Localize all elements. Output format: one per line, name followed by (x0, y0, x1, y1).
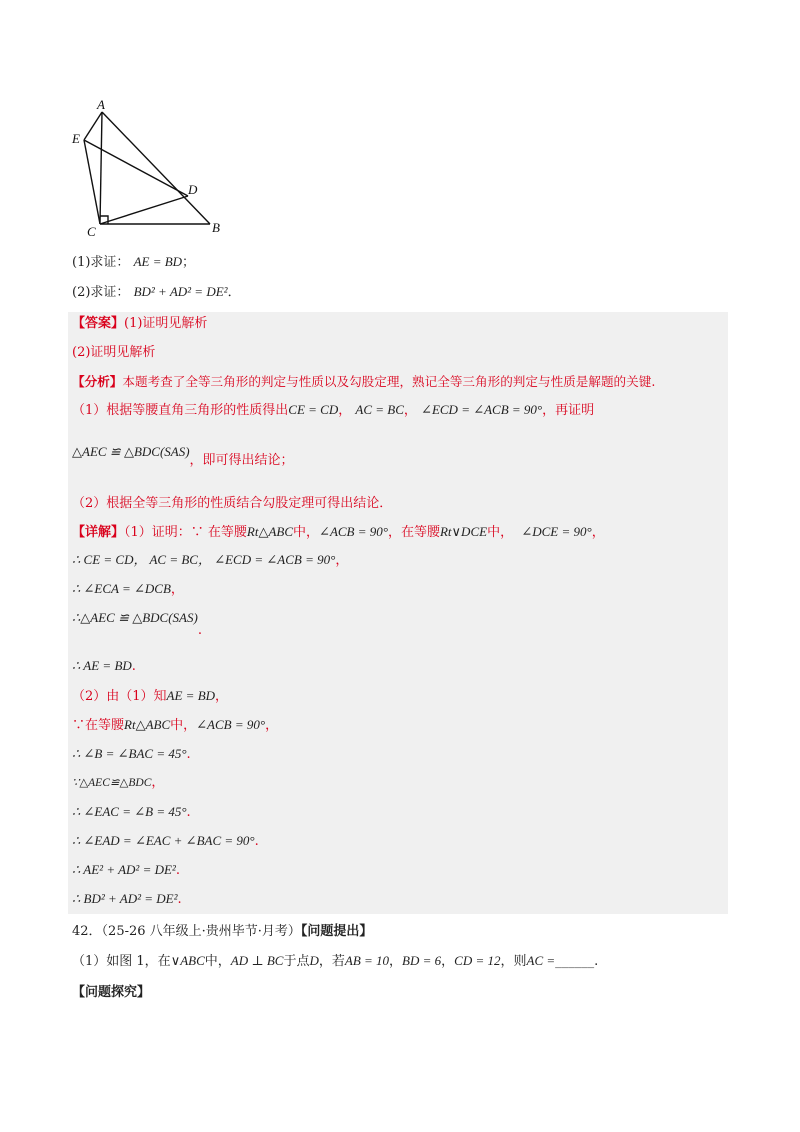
detail-end-10: . (186, 805, 191, 820)
analysis-math-ce-cd: CE = CD (288, 402, 339, 417)
question-42-line-1 (72, 951, 598, 972)
q42-math-5: BD = 6 (402, 953, 442, 968)
analysis-text-1: 本题考查了全等三角形的判定与性质以及勾股定理，熟记全等三角形的判定与性质是解题的关键. (122, 374, 656, 389)
detail-line-2 (72, 550, 348, 571)
detail-line-3 (72, 579, 184, 600)
q42-text-c: 于点 (283, 954, 310, 969)
detail-math-10: ∴ ∠EAC = ∠B = 45° (72, 804, 187, 819)
detail-end-5: . (131, 659, 136, 674)
detail-end-12: . (175, 863, 180, 878)
q42-text-f: ， (441, 954, 455, 969)
detail-math-11: ∴ ∠EAD = ∠EAC + ∠BAC = 90° (72, 833, 255, 848)
question-1-end: ； (182, 255, 196, 270)
analysis-sep-1: ， (338, 403, 352, 418)
detail-end-6: ， (215, 689, 229, 704)
detail-text-7b: 中， (170, 718, 197, 733)
analysis-text-4: （2）根据全等三角形的性质结合勾股定理可得出结论． (72, 496, 393, 511)
question-1 (72, 252, 195, 273)
q42-text-a: （1）如图 1，在 (72, 954, 171, 969)
detail-math-1d: ∠DCE = 90° (521, 524, 592, 539)
detail-line-10 (72, 802, 191, 823)
question-1-math: AE = BD (133, 254, 183, 269)
detail-line-6 (72, 686, 228, 707)
label-b: B (212, 220, 220, 235)
detail-math-8: ∴ ∠B = ∠BAC = 45° (72, 746, 187, 761)
detail-math-7a: Rt△ABC (124, 717, 171, 732)
detail-text-1d: 中， (487, 525, 514, 540)
detail-math-1c: Rt∨DCE (439, 524, 488, 539)
q42-text-b: 中， (204, 954, 231, 969)
detail-text-6: （2）由（1）知 (72, 689, 167, 704)
detail-math-12: ∴ AE² + AD² = DE² (72, 862, 176, 877)
detail-end-7: ， (265, 718, 279, 733)
analysis-math-angles: ∠ECD = ∠ACB = 90° (421, 402, 543, 417)
detail-end-9: ， (151, 775, 165, 790)
detail-line-11 (72, 831, 259, 852)
analysis-line-4 (72, 494, 392, 514)
detail-line-9 (72, 773, 164, 793)
question-2-math: BD² + AD² = DE² (133, 284, 228, 299)
question-42-number: 42．（25-26 八年级上·贵州毕节·月考） (72, 924, 301, 939)
detail-text-7a: ∵在等腰 (72, 718, 125, 733)
q42-math-6: CD = 12 (454, 953, 501, 968)
detail-end-4: . (197, 623, 202, 638)
question-1-text: (1)求证： (72, 255, 130, 270)
question-2-end: ． (227, 285, 241, 300)
q42-math-4: AB = 10 (344, 953, 390, 968)
detail-line-13 (72, 889, 182, 910)
detail-end-3: ， (170, 582, 184, 597)
question-2-text: (2)求证： (72, 285, 130, 300)
detail-math-9: ∵△AEC≌△BDC (72, 777, 152, 789)
question-2 (72, 282, 241, 303)
detail-text-1a: （1）证明：∵ 在等腰 (124, 525, 247, 540)
analysis-text-2a: （1）根据等腰直角三角形的性质得出 (72, 403, 289, 418)
analysis-sep-2: ， (403, 403, 417, 418)
detail-line-5 (72, 656, 136, 677)
segment-ae (84, 112, 102, 140)
label-c: C (87, 224, 96, 239)
detail-math-7b: ∠ACB = 90° (196, 717, 266, 732)
detail-tag: 【详解】 (72, 525, 125, 540)
detail-line-8 (72, 744, 191, 765)
q42-text-g: ，则 (500, 954, 527, 969)
question-42-line-2 (72, 983, 150, 1003)
detail-line-7 (72, 715, 278, 736)
analysis-line-3 (72, 442, 294, 468)
q42-math-1: ∨ABC (170, 953, 205, 968)
detail-text-1b: 中， (293, 525, 320, 540)
detail-text-1e: ， (591, 525, 605, 540)
detail-math-4: ∴△AEC ≌ △BDC(SAS) (72, 610, 198, 625)
label-d: D (188, 182, 198, 197)
answer-line-1 (72, 314, 207, 334)
detail-text-1c: ，在等腰 (387, 525, 440, 540)
q42-math-3: D (309, 953, 319, 968)
detail-math-1b: ∠ACB = 90° (319, 524, 388, 539)
question-42-header (72, 922, 372, 942)
detail-line-4 (72, 608, 202, 638)
analysis-text-3: ，即可得出结论； (189, 453, 294, 468)
question-42-tag: 【问题提出】 (300, 924, 373, 939)
analysis-math-congruence: △AEC ≌ △BDC(SAS) (72, 444, 190, 459)
q42-math-7: AC = (526, 953, 556, 968)
q42-answer-blank: ______ (555, 954, 595, 969)
analysis-tag: 【分析】 (72, 374, 123, 389)
analysis-line-2 (72, 400, 594, 421)
detail-math-5: ∴ AE = BD (72, 658, 132, 673)
segment-ed (84, 140, 188, 196)
detail-end-2: ， (335, 553, 349, 568)
segment-ec (84, 140, 100, 224)
detail-math-3: ∴ ∠ECA = ∠DCB (72, 581, 171, 596)
q42-text-e: ， (389, 954, 403, 969)
q42-math-2: AD ⊥ BC (230, 953, 284, 968)
answer-tag: 【答案】 (72, 316, 125, 331)
detail-end-13: . (177, 892, 182, 907)
analysis-text-2b: ，再证明 (542, 403, 595, 418)
detail-end-8: . (186, 747, 191, 762)
detail-line-1 (72, 522, 605, 543)
q42-text-d: ，若 (318, 954, 345, 969)
detail-line-12 (72, 860, 180, 881)
segment-cd (100, 196, 188, 224)
detail-math-2: ∴ CE = CD， AC = BC， ∠ECD = ∠ACB = 90° (72, 552, 336, 567)
segment-ac (100, 112, 102, 224)
detail-math-6: AE = BD (166, 688, 216, 703)
detail-math-13: ∴ BD² + AD² = DE² (72, 891, 178, 906)
geometry-figure (66, 96, 236, 246)
q42-explore-tag: 【问题探究】 (72, 985, 151, 1000)
detail-end-11: . (254, 834, 259, 849)
analysis-math-ac-bc: AC = BC (355, 402, 404, 417)
label-e: E (72, 131, 80, 146)
answer-text-2: (2)证明见解析 (72, 345, 156, 360)
detail-math-1a: Rt△ABC (246, 524, 294, 539)
segment-ab (102, 112, 210, 224)
label-a: A (97, 97, 105, 112)
analysis-line-1 (72, 372, 655, 392)
q42-end: . (594, 954, 599, 969)
answer-text-1: (1)证明见解析 (124, 316, 208, 331)
answer-line-2 (72, 343, 155, 363)
